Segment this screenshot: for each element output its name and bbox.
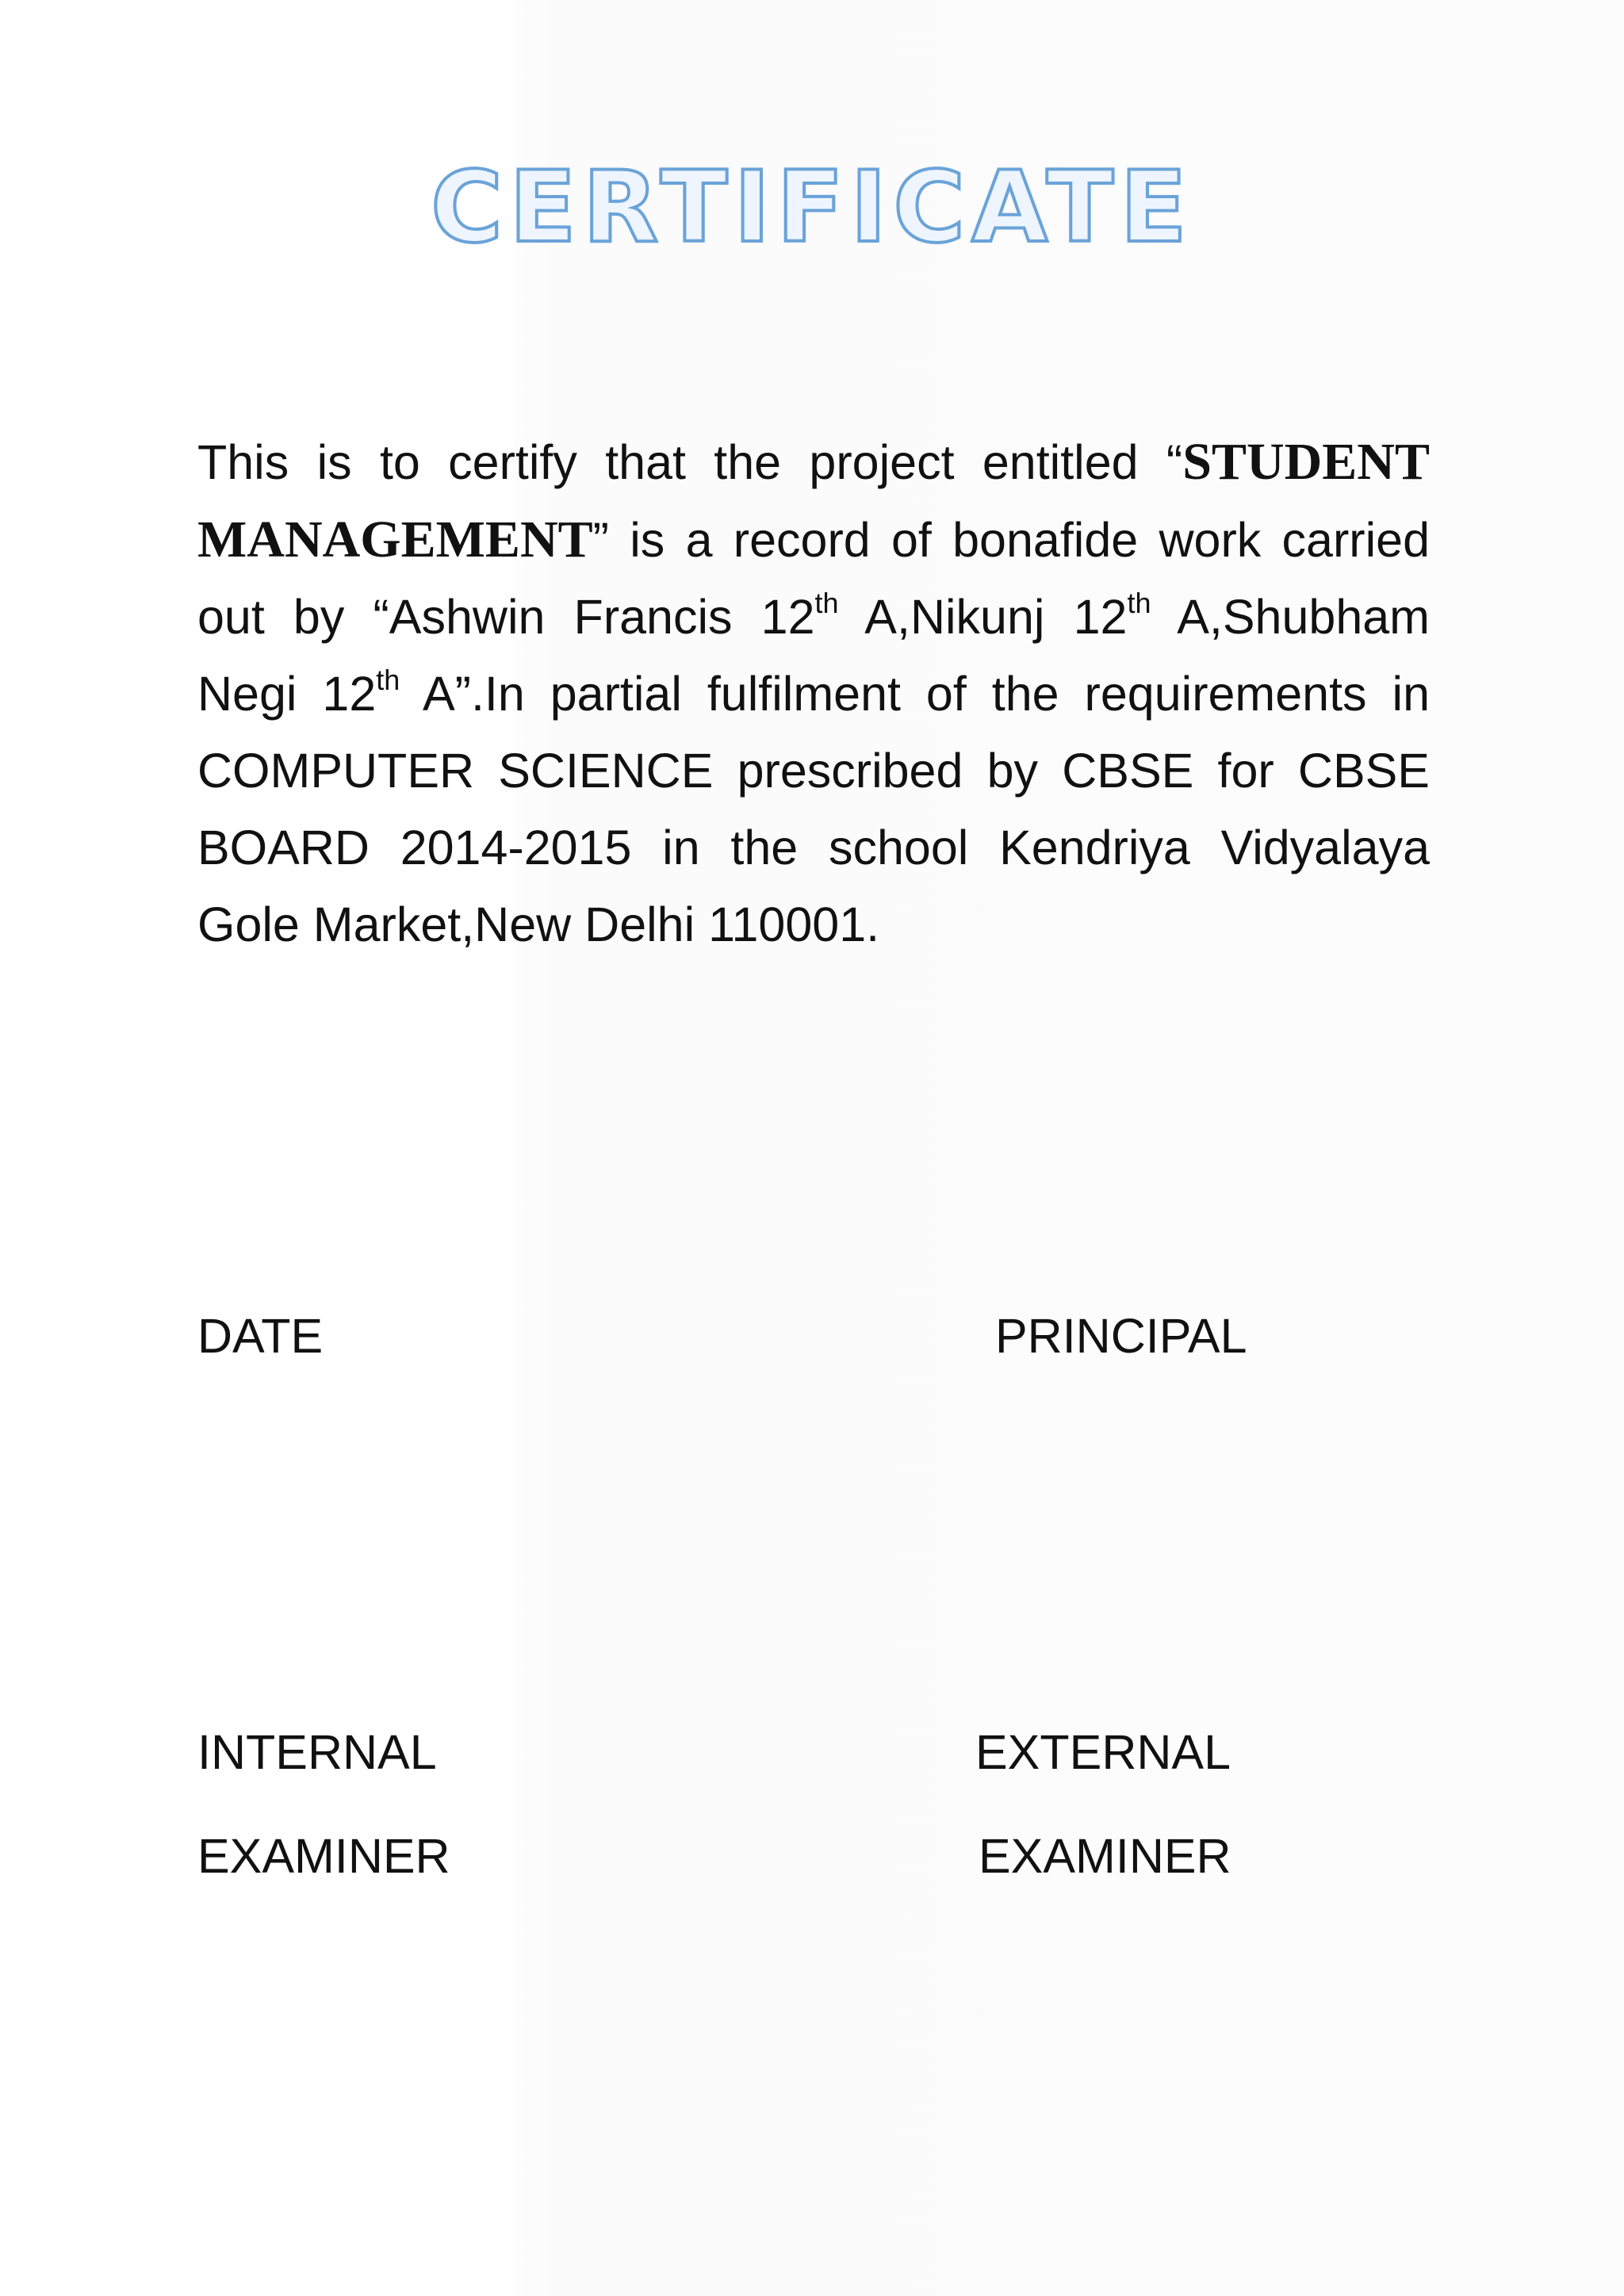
ordinal-suffix: th <box>1127 587 1151 619</box>
ordinal-suffix: th <box>376 664 400 696</box>
ordinal-suffix: th <box>814 587 839 619</box>
certificate-body <box>197 423 1430 963</box>
external-examiner-role: EXAMINER <box>979 1829 1231 1883</box>
body-text-part: A,Shubham Negi 12 <box>197 590 1430 721</box>
body-text-part: This is to certify that the project entitled “ <box>197 435 1183 489</box>
principal-label: PRINCIPAL <box>995 1309 1247 1363</box>
body-text-part: ” is a record of bonafide work carried out by “Ashwin Francis 12 <box>197 513 1430 644</box>
project-name: STUDENT MANAGEMENT <box>197 433 1430 568</box>
body-text-part: A,Nikunj 12 <box>838 590 1128 644</box>
internal-examiner-role: EXAMINER <box>197 1829 450 1883</box>
date-label: DATE <box>197 1309 324 1363</box>
body-text-part: A”.In partial fulfilment of the requirements in COMPUTER SCIENCE prescribed by CBSE for CBSE BOARD 2014-2015 in the school Kendriya Vidyalaya Gole Market,New Delhi 110001. <box>197 667 1430 951</box>
certificate-title: CERTIFICATE <box>431 151 1193 265</box>
internal-examiner-label: INTERNAL <box>197 1725 437 1779</box>
external-examiner-label: EXTERNAL <box>975 1725 1231 1779</box>
